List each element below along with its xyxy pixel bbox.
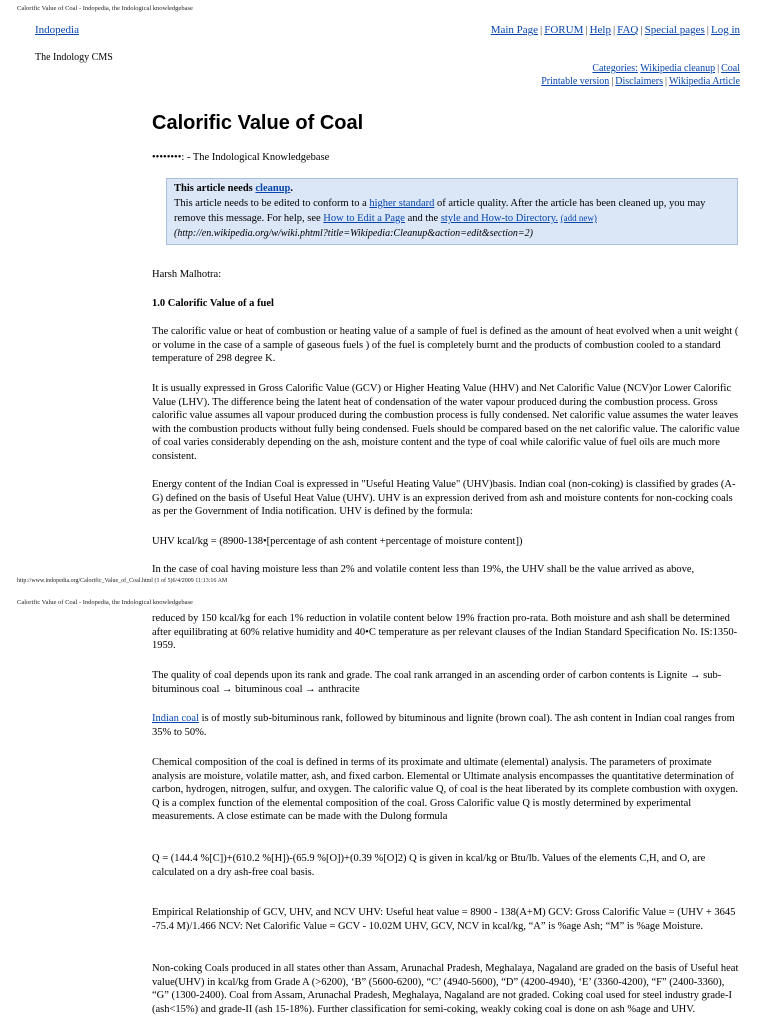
notice-cleanup-link[interactable]: cleanup	[255, 183, 291, 194]
site-tagline: The Indology CMS	[35, 52, 113, 63]
paragraph-6: reduced by 150 kcal/kg for each 1% reduction in volatile content below 19% fraction pro-rata. Both moisture and ash shall be determined after equilibrating at 60% relative humidity and 40•C temperature as per relevant clauses of the Indian Standard Specification No. IS:1350-1959.	[152, 613, 738, 651]
indian-coal-link[interactable]: Indian coal	[152, 713, 199, 724]
paragraph-7: The quality of coal depends upon its rank and grade. The coal rank arranged in an ascending order of carbon contents is Lignite → sub-bituminous coal → bituminous coal → anthracite	[152, 670, 722, 695]
nav-forum[interactable]: FORUM	[544, 24, 584, 36]
paragraph-2: It is usually expressed in Gross Calorific Value (GCV) or Higher Heating Value (HHV) and Net Calorific Value (NCV)or Lower Calorific Value (LHV). The difference being the latent heat of condensation of the water vapour produced during the combustion process. Gross calorific value assumes all vapour produced during the combustion process is fully condensed. Net calorific value assumes the water leaves with the combustion products without fully being condensed. Fuels should be compared based on the net calorific value. The calorific value of coal varies considerably depending on the ash, moisture content and the type of coal while calorific value of fuel oils are much more consistent.	[152, 383, 740, 462]
section-heading: 1.0 Calorific Value of a fuel	[152, 298, 274, 309]
page-footer-url: http://www.indopedia.org/Calorific_Value_of_Coal.html (1 of 5)6/4/2009 11:13:16 AM	[17, 578, 228, 584]
paragraph-5: In the case of coal having moisture less than 2% and volatile content less than 19%, the UHV shall be the value arrived as above,	[152, 564, 695, 575]
disclaimers-link[interactable]: Disclaimers	[615, 76, 664, 87]
paragraph-12: Non-coking Coals produced in all states other than Assam, Arunachal Pradesh, Meghalaya, Nagaland are graded on the basis of Useful heat value(UHV) in kcal/kg from Grade A (>6200), ‘B” (5600-6200), “C’ (4940-5600), “D” (4200-4940), ‘E’ (3360-4200), “F” (2400-3360), “G” (1300-2400). Coal from Assam, Arunachal Pradesh, Meghalaya, Nagaland are not graded. Coking coal used for steel industry grade-I (ash<15%) and grade-II (ash 15-18%). Further classification for semi-coking, weakly coking coal is done on ash %age and UHV.	[152, 963, 739, 1015]
uhv-formula: UHV kcal/kg = (8900-138•[percentage of ash content +percentage of moisture content])	[152, 536, 523, 547]
page-title: Calorific Value of Coal	[152, 112, 364, 134]
notice-heading: This article needs	[174, 183, 256, 194]
notice-reference: (http://en.wikipedia.org/w/wiki.phtml?title=Wikipedia:Cleanup&action=edit&section=2)	[174, 228, 533, 239]
cleanup-notice: This article needs cleanup. This article needs to be edited to conform to a higher standard of article quality. After the article has been cleaned up, you may remove this message. For help, see How to Edit a Page and the style and How-to Directory. (add new) (http://en.wikipedia.org/w/wiki.phtml?title=Wikipedia:Cleanup&action=edit&section=2)	[166, 178, 738, 245]
higher-standard-link[interactable]: higher standard	[369, 198, 435, 209]
page-subline: ••••••••: - The Indological Knowledgebase	[152, 152, 330, 163]
site-name-link[interactable]: Indopedia	[35, 24, 79, 36]
paragraph-9: Chemical composition of the coal is defined in terms of its proximate and ultimate (elemental) analysis. The parameters of proximate analysis are moisture, volatile matter, ash, and fixed carbon. Elemental or Ultimate analysis encompasses the quantitative determination of carbon, hydrogen, nitrogen, sulfur, and oxygen. The calorific value Q, of coal is the heat liberated by its complete combustion with oxygen. Q is a complex function of the elemental composition of the coal. Gross Calorific value Q is mostly determined by experimental measurements. A close estimate can be made with the Dulong formula	[152, 757, 739, 822]
nav-faq[interactable]: FAQ	[617, 24, 639, 36]
category-wikipedia-cleanup[interactable]: Wikipedia cleanup	[640, 63, 716, 74]
nav-help[interactable]: Help	[589, 24, 611, 36]
categories-label[interactable]: Categories:	[592, 63, 638, 74]
dulong-formula: Q = (144.4 %[C])+(610.2 %[H])-(65.9 %[O])+(0.39 %[O]2) Q is given in kcal/kg or Btu/lb. Values of the elements C,H, and O, are calculated on a dry ash-free coal basis.	[152, 853, 706, 878]
printable-version-link[interactable]: Printable version	[541, 76, 610, 87]
paragraph-11: Empirical Relationship of GCV, UHV, and NCV UHV: Useful heat value = 8900 - 138(A+M) GCV: Gross Calorific Value = (UHV + 3645 -75.4 M)/1.466 NCV: Net Calorific Value = GCV - 10.02M UHV, GCV, NCV in kcal/kg, “A” is %age Ash; “M” is %age Moisture.	[152, 907, 736, 932]
nav-log-in[interactable]: Log in	[710, 24, 740, 36]
paragraph-3: Energy content of the Indian Coal is expressed in "Useful Heating Value" (UHV)basis. Indian coal (non-coking) is classified by grades (A-G) defined on the basis of Useful Heat Value (UHV). UHV is an expression derived from ash and moisture contents for non-cocking coals as per the Government of India notification. UHV is defined by the formula:	[152, 479, 736, 517]
nav-main-page[interactable]: Main Page	[490, 24, 539, 36]
page2-header: Calorific Value of Coal - Indopedia, the Indological knowledgebase	[17, 599, 193, 606]
top-nav: Main Page | FORUM | Help | FAQ | Special pages | Log in	[490, 24, 740, 36]
wikipedia-article-link[interactable]: Wikipedia Article	[669, 76, 740, 87]
category-coal[interactable]: Coal	[721, 63, 740, 74]
add-new-link[interactable]: (add new)	[560, 213, 597, 223]
nav-special-pages[interactable]: Special pages	[644, 24, 705, 36]
paragraph-1: The calorific value or heat of combustion or heating value of a sample of fuel is defined as the amount of heat evolved when a unit weight ( or volume in the case of a sample of gaseous fuels ) of the fuel is completely burnt and the products of combustion cooled to a standard temperature of 298 degree K.	[152, 326, 739, 364]
author-line: Harsh Malhotra:	[152, 269, 222, 280]
style-directory-link[interactable]: style and How-to Directory.	[440, 213, 558, 224]
category-links: Categories: Wikipedia cleanup | Coal Printable version | Disclaimers | Wikipedia Article	[541, 63, 740, 87]
how-to-edit-link[interactable]: How to Edit a Page	[323, 213, 405, 224]
page-header: Calorific Value of Coal - Indopedia, the Indological knowledgebase	[17, 5, 193, 12]
paragraph-8: Indian coal is of mostly sub-bituminous rank, followed by bituminous and lignite (brown coal). The ash content in Indian coal ranges from 35% to 50%.	[152, 713, 735, 738]
